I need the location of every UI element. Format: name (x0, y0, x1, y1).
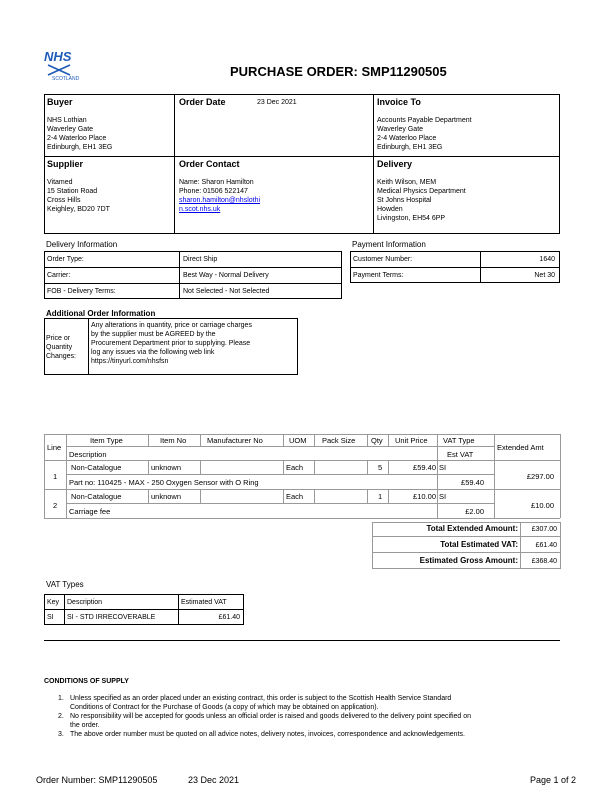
footer-date: 23 Dec 2021 (188, 775, 240, 785)
col-header-item-no: Item No (160, 436, 187, 445)
customer-number-label: Customer Number: (353, 256, 413, 263)
fob-value: Not Selected - Not Selected (183, 288, 270, 295)
nhs-logo (44, 50, 80, 88)
additional-info-text: Any alterations in quantity, price or carriage charges by the supplier must be AGREED by the Procurement Department prior to supplying. Please log any issues via the following web link https://tinyurl.com/nhsfsn (91, 322, 252, 365)
row2-extended-amt: £10.00 (531, 501, 554, 510)
vat-header-estimated: Estimated VAT (181, 599, 227, 606)
total-extended-label: Total Extended Amount: (426, 524, 518, 533)
saltire-icon (46, 64, 72, 76)
col-header-pack-size: Pack Size (322, 436, 356, 445)
col-header-est-vat: Est VAT (447, 450, 474, 459)
nhs-logo-text: NHS (44, 49, 72, 64)
row2-vat-type: SI (439, 492, 447, 501)
divider (44, 640, 560, 641)
row1-unit-price: £59.40 (413, 463, 436, 472)
carrier-label: Carrier: (47, 272, 71, 279)
vat-header-description: Description (67, 599, 103, 606)
contact-phone: Phone: 01506 522147 (179, 188, 248, 195)
vat-row-key: SI (47, 614, 54, 621)
condition-item: 2. No responsibility will be accepted for goods unless an official order is raised and goods delivered to the delivery point specified on the order. (58, 713, 472, 729)
total-extended-value: £307.00 (531, 526, 557, 533)
row2-item-type: Non-Catalogue (71, 492, 122, 501)
row1-qty: 5 (378, 463, 383, 472)
order-type-label: Order Type: (47, 256, 84, 263)
row1-uom: Each (286, 463, 304, 472)
contact-name: Name: Sharon Hamilton (179, 179, 254, 186)
condition-item: 1. Unless specified as an order placed under an existing contract, this order is subject to the Scottish Health Service Standard Conditions of Contract for the Purchase of Goods (a copy of which may be obtained on application). (58, 695, 452, 711)
row2-uom: Each (286, 492, 304, 501)
contact-email-link[interactable]: sharon.hamilton@nhslothi (179, 197, 261, 204)
delivery-info-heading: Delivery Information (46, 240, 118, 249)
total-vat-label: Total Estimated VAT: (440, 540, 518, 549)
vat-row-estimated: £61.40 (218, 614, 240, 621)
total-vat-value: £61.40 (535, 542, 557, 549)
vat-row-description: SI - STD IRRECOVERABLE (67, 614, 156, 621)
row1-item-no: unknown (151, 463, 182, 472)
order-type-value: Direct Ship (183, 256, 218, 263)
row2-unit-price: £10.00 (413, 492, 436, 501)
row1-vat-type: SI (439, 463, 447, 472)
invoice-to-heading: Invoice To (377, 97, 421, 107)
fob-label: FOB - Delivery Terms: (47, 288, 116, 295)
supplier-heading: Supplier (47, 159, 84, 169)
delivery-heading: Delivery (377, 159, 413, 169)
condition-item: 3. The above order number must be quoted on all advice notes, delivery notes, invoices, correspondence and acknowledgements. (58, 731, 465, 738)
row1-line: 1 (53, 472, 58, 481)
row2-item-no: unknown (151, 492, 182, 501)
address-grid (44, 94, 560, 234)
vat-header-key: Key (47, 599, 60, 606)
buyer-heading: Buyer (47, 97, 73, 107)
payment-terms-label: Payment Terms: (353, 272, 404, 279)
additional-info-label: Price or Quantity Changes: (46, 335, 76, 360)
footer-page-number: Page 1 of 2 (529, 775, 576, 785)
row2-est-vat: £2.00 (465, 507, 484, 516)
row2-description: Carriage fee (69, 507, 111, 516)
col-header-manufacturer-no: Manufacturer No (207, 436, 263, 445)
col-header-qty: Qty (371, 436, 383, 445)
gross-amount-value: £368.40 (531, 558, 557, 565)
row1-extended-amt: £297.00 (526, 472, 554, 481)
row2-line: 2 (53, 501, 58, 510)
row1-description: Part no: 110425 - MAX - 250 Oxygen Sensor with O Ring (69, 478, 259, 487)
conditions-list (58, 694, 560, 739)
col-header-item-type: Item Type (90, 436, 123, 445)
col-header-unit-price: Unit Price (395, 436, 428, 445)
nhs-logo-subtext: SCOTLAND (52, 76, 80, 82)
contact-email-link-cont[interactable]: n.scot.nhs.uk (179, 206, 221, 213)
row1-est-vat: £59.40 (461, 478, 484, 487)
page-title: PURCHASE ORDER: SMP11290505 (230, 64, 447, 79)
col-header-vat-type: VAT Type (443, 436, 475, 445)
order-date-value: 23 Dec 2021 (257, 99, 297, 106)
payment-info-heading: Payment Information (352, 240, 426, 249)
customer-number-value: 1640 (539, 256, 555, 263)
vat-types-heading: VAT Types (46, 580, 84, 589)
col-header-extended-amt: Extended Amt (497, 443, 544, 452)
buyer-address: NHS Lothian Waverley Gate 2-4 Waterloo Place Edinburgh, EH1 3EG (47, 117, 113, 151)
col-header-uom: UOM (289, 436, 307, 445)
order-contact-details (179, 178, 260, 214)
invoice-to-address: Accounts Payable Department Waverley Gate 2-4 Waterloo Place Edinburgh, EH1 3EG (377, 117, 472, 151)
gross-amount-label: Estimated Gross Amount: (419, 556, 518, 565)
order-contact-heading: Order Contact (179, 159, 240, 169)
supplier-address: Vitamed 15 Station Road Cross Hills Keighley, BD20 7DT (47, 179, 110, 213)
additional-info-heading: Additional Order Information (46, 309, 156, 318)
conditions-heading: CONDITIONS OF SUPPLY (44, 678, 129, 685)
row1-item-type: Non-Catalogue (71, 463, 122, 472)
payment-terms-value: Net 30 (534, 272, 555, 279)
order-date-label: Order Date (179, 97, 226, 107)
carrier-value: Best Way - Normal Delivery (183, 272, 269, 279)
row2-qty: 1 (378, 492, 383, 501)
col-header-line: Line (47, 443, 62, 452)
footer-order-number: Order Number: SMP11290505 (36, 775, 158, 785)
col-header-description: Description (69, 450, 107, 459)
delivery-address: Keith Wilson, MEM Medical Physics Department St Johns Hospital Howden Livingston, EH54 6PP (377, 179, 466, 222)
